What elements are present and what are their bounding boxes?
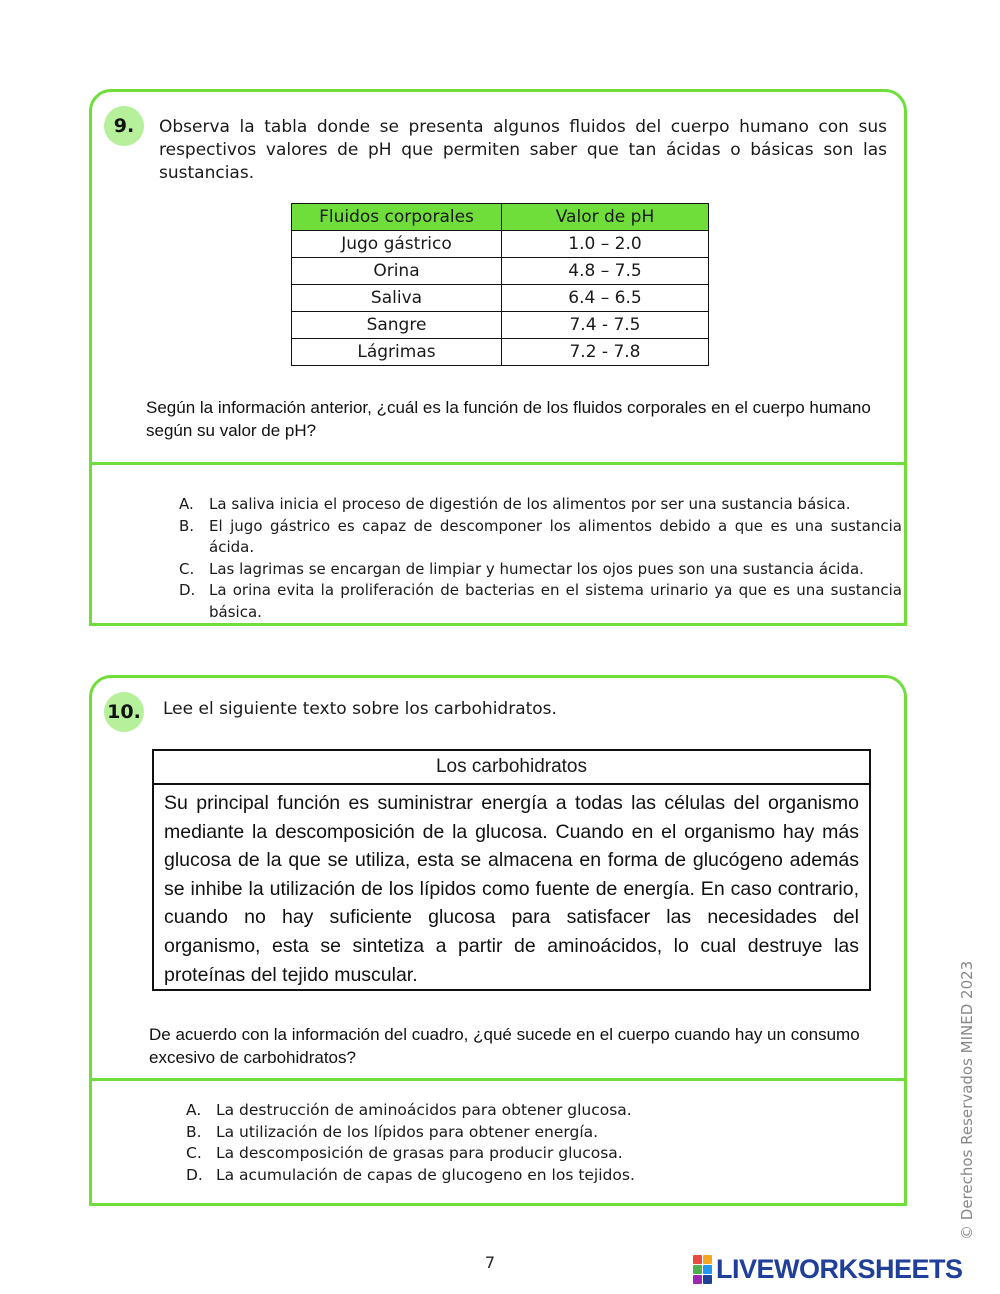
option-letter: A. bbox=[179, 495, 194, 513]
option-text: La utilización de los lípidos para obtener energía. bbox=[216, 1122, 599, 1141]
page-number: 7 bbox=[484, 1253, 496, 1272]
question-10-options bbox=[186, 1100, 886, 1186]
question-number-badge: 10. bbox=[104, 692, 144, 732]
option-letter: B. bbox=[186, 1122, 202, 1141]
table-row bbox=[292, 339, 709, 366]
brand-name: LIVEWORKSHEETS bbox=[716, 1253, 963, 1284]
option-letter: A. bbox=[186, 1101, 202, 1119]
table-header-fluids: Fluidos corporales bbox=[292, 204, 502, 231]
table-cell-ph: 4.8 – 7.5 bbox=[502, 258, 709, 285]
table-cell-ph: 6.4 – 6.5 bbox=[502, 285, 709, 312]
copyright-notice: © Derechos Reservados MINED 2023 bbox=[958, 960, 976, 1240]
option-text: La saliva inicia el proceso de digestión de los alimentos por ser una sustancia básica. bbox=[209, 495, 851, 513]
option-text: El jugo gástrico es capaz de descomponer los alimentos debido a que es una sustancia ácida. bbox=[209, 516, 902, 556]
table-cell-ph: 1.0 – 2.0 bbox=[502, 231, 709, 258]
option-text: Las lagrimas se encargan de limpiar y humectar los ojos pues son una sustancia ácida. bbox=[209, 559, 864, 578]
option-c[interactable] bbox=[179, 559, 902, 581]
question-9-intro: Observa la tabla donde se presenta algunos fluidos del cuerpo humano con sus respectivos valores de pH que permiten saber que tan ácidas o básicas son las sustancias. bbox=[159, 117, 887, 183]
option-letter: D. bbox=[186, 1165, 203, 1184]
option-a[interactable] bbox=[179, 494, 902, 516]
option-text: La orina evita la proliferación de bacterias en el sistema urinario ya que es una sustancia básica. bbox=[209, 581, 902, 621]
table-row bbox=[292, 312, 709, 339]
table-cell-fluid: Orina bbox=[292, 258, 502, 285]
question-number-badge: 9. bbox=[104, 106, 144, 146]
table-cell-ph: 7.2 - 7.8 bbox=[502, 339, 709, 366]
table-row bbox=[292, 231, 709, 258]
table-row bbox=[292, 285, 709, 312]
question-9-card bbox=[89, 89, 907, 626]
table-cell-ph: 7.4 - 7.5 bbox=[502, 312, 709, 339]
table-header-row bbox=[292, 204, 709, 231]
option-b[interactable] bbox=[179, 516, 902, 559]
option-b[interactable] bbox=[186, 1122, 886, 1144]
question-9-options bbox=[179, 494, 902, 623]
table-row bbox=[292, 258, 709, 285]
question-10-prompt: De acuerdo con la información del cuadro, ¿qué sucede en el cuerpo cuando hay un consumo excesivo de carbohidratos? bbox=[149, 1025, 860, 1067]
option-text: La acumulación de capas de glucogeno en los tejidos. bbox=[216, 1165, 635, 1184]
option-a[interactable] bbox=[186, 1100, 886, 1122]
text-box-body: Su principal función es suministrar energía a todas las células del organismo mediante la descomposición de la glucosa. Cuando en el organismo hay más glucosa de la que se utiliza, esta se almacena en forma de glucógeno además se inhibe la utilización de los lípidos como fuente de energía. En caso contrario, cuando no hay suficiente glucosa para satisfacer las necesidades del organismo, esta se sintetiza a partir de aminoácidos, lo cual destruye las proteínas del tejido muscular. bbox=[164, 792, 859, 986]
table-cell-fluid: Lágrimas bbox=[292, 339, 502, 366]
question-9-prompt: Según la información anterior, ¿cuál es la función de los fluidos corporales en el cuerpo humano según su valor de pH? bbox=[146, 398, 871, 440]
option-letter: D. bbox=[179, 581, 196, 599]
option-c[interactable] bbox=[186, 1143, 886, 1165]
question-10-intro: Lee el siguiente texto sobre los carbohidratos. bbox=[163, 699, 557, 719]
table-cell-fluid: Jugo gástrico bbox=[292, 231, 502, 258]
carbohydrates-text-box bbox=[152, 749, 871, 991]
ph-table bbox=[291, 203, 709, 366]
section-divider bbox=[92, 1078, 904, 1081]
table-cell-fluid: Saliva bbox=[292, 285, 502, 312]
option-letter: B. bbox=[179, 516, 195, 535]
liveworksheets-brand[interactable] bbox=[693, 1255, 963, 1283]
liveworksheets-logo-icon bbox=[693, 1255, 712, 1284]
question-10-card bbox=[89, 675, 907, 1206]
option-d[interactable] bbox=[179, 580, 902, 623]
section-divider bbox=[92, 462, 904, 465]
option-letter: C. bbox=[186, 1144, 202, 1162]
table-header-ph: Valor de pH bbox=[502, 204, 709, 231]
option-d[interactable] bbox=[186, 1165, 886, 1187]
text-box-title: Los carbohidratos bbox=[154, 751, 869, 785]
option-letter: C. bbox=[179, 559, 195, 578]
table-cell-fluid: Sangre bbox=[292, 312, 502, 339]
option-text: La descomposición de grasas para producir glucosa. bbox=[216, 1144, 623, 1162]
option-text: La destrucción de aminoácidos para obtener glucosa. bbox=[216, 1101, 632, 1119]
